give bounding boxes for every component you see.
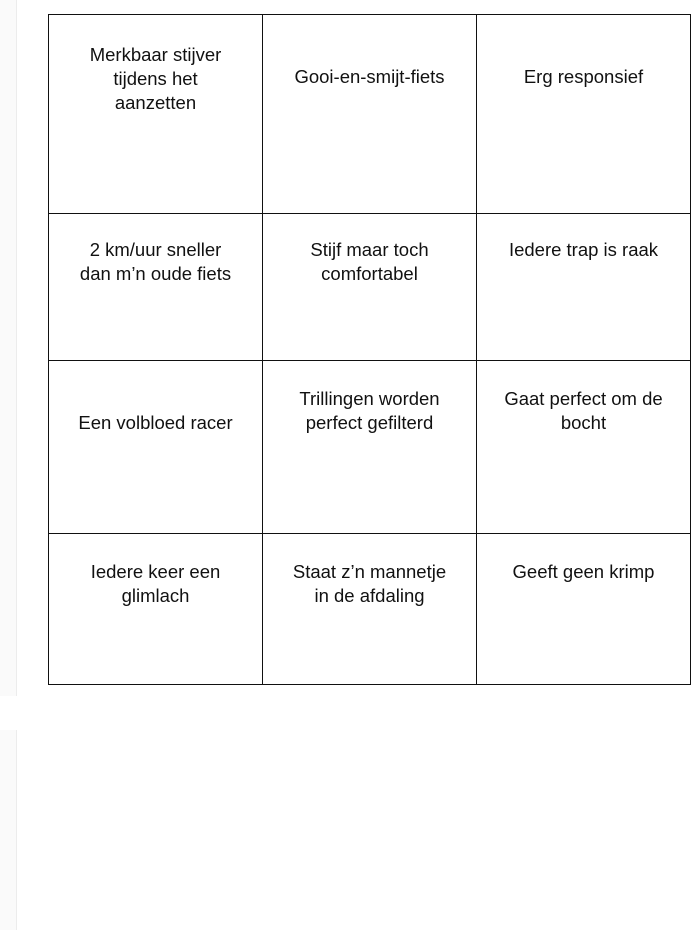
grid-cell [49,534,263,685]
grid-cell [263,534,477,685]
cell-text: Gooi-en-smijt-fiets [294,66,445,87]
grid-cell [477,534,691,685]
table-row [49,214,691,361]
grid-cell [263,214,477,361]
left-gutter-top [0,0,17,696]
grid-cell [263,15,477,214]
cell-text: 2 km/uur sneller dan m’n oude fiets [79,239,232,284]
cell-text: Geeft geen krimp [512,561,655,582]
left-gutter-bottom [0,730,17,930]
table-row [49,534,691,685]
cell-text: Iedere trap is raak [508,239,659,260]
table-row [49,15,691,214]
table-row [49,361,691,534]
cell-text: Merkbaar stijver tijdens het aanzetten [89,44,222,113]
grid-cell [49,361,263,534]
cell-text: Iedere keer een glimlach [90,561,221,606]
cell-text: Staat z’n mannetje in de afdaling [292,561,447,606]
cell-text: Stijf maar toch comfortabel [310,239,429,284]
grid-cell [477,15,691,214]
cell-text: Trillingen worden perfect gefilterd [299,388,440,433]
bingo-card-grid [48,14,691,685]
grid-cell [263,361,477,534]
grid-cell [477,361,691,534]
grid-cell [477,214,691,361]
cell-text: Gaat perfect om de bocht [504,388,663,433]
cell-text: Een volbloed racer [78,412,233,433]
grid-cell [49,214,263,361]
grid-cell [49,15,263,214]
cell-text: Erg responsief [523,66,644,87]
